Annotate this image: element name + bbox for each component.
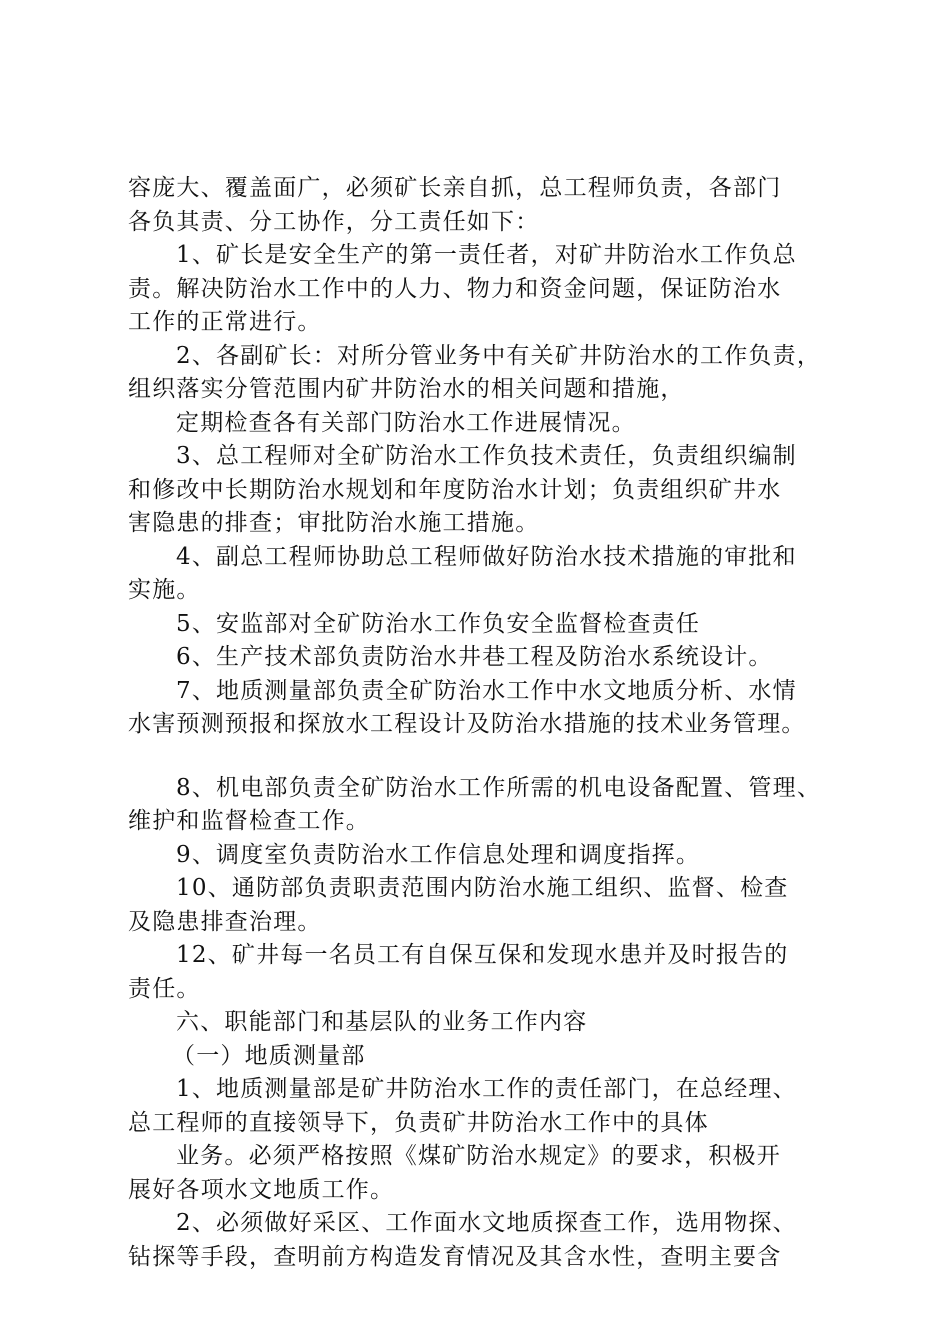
paragraph-line: 1、地质测量部是矿井防治水工作的责任部门，在总经理、 <box>176 1076 797 1102</box>
paragraph-line: 10、通防部负责职责范围内防治水施工组织、监督、检查 <box>176 875 789 901</box>
paragraph-line: 12、矿井每一名员工有自保互保和发现水患并及时报告的 <box>176 942 789 968</box>
paragraph-line: 8、机电部负责全矿防治水工作所需的机电设备配置、管理、 <box>176 774 822 801</box>
paragraph-line: 害隐患的排查；审批防治水施工措施。 <box>128 510 540 536</box>
paragraph-line: 钻探等手段，查明前方构造发育情况及其含水性，查明主要含 <box>128 1243 782 1270</box>
document-body <box>128 172 848 1274</box>
paragraph-line: 2、各副矿长：对所分管业务中有关矿井防治水的工作负责， <box>176 342 822 369</box>
paragraph-line: 责。解决防治水工作中的人力、物力和资金问题，保证防治水 <box>128 275 782 302</box>
paragraph-line: 实施。 <box>128 577 201 603</box>
paragraph-line: 各负其责、分工协作，分工责任如下： <box>128 208 540 235</box>
paragraph-line: 组织落实分管范围内矿井防治水的相关问题和措施， <box>128 376 685 402</box>
paragraph-line: 7、地质测量部负责全矿防治水工作中水文地质分析、水情 <box>176 677 797 704</box>
paragraph-line: 1、矿长是安全生产的第一责任者，对矿井防治水工作负总 <box>176 242 797 268</box>
paragraph-line: 责任。 <box>128 975 201 1002</box>
paragraph-line: 定期检查各有关部门防治水工作进展情况。 <box>176 409 636 436</box>
paragraph-line: 工作的正常进行。 <box>128 309 322 335</box>
paragraph-line: 总工程师的直接领导下，负责矿井防治水工作中的具体 <box>128 1109 709 1136</box>
paragraph-line: 6、生产技术部负责防治水井巷工程及防治水系统设计。 <box>176 644 773 670</box>
paragraph-line: 3、总工程师对全矿防治水工作负技术责任，负责组织编制 <box>176 443 797 469</box>
paragraph-line: 展好各项水文地质工作。 <box>128 1176 395 1203</box>
blank-line <box>128 742 848 772</box>
paragraph-line: 9、调度室负责防治水工作信息处理和调度指挥。 <box>176 841 701 868</box>
paragraph-line: 5、安监部对全矿防治水工作负安全监督检查责任 <box>176 610 701 637</box>
paragraph-line: 维护和监督检查工作。 <box>128 808 370 834</box>
subsection-heading: （一）地质测量部 <box>172 1042 366 1069</box>
paragraph-line: 业务。必须严格按照《煤矿防治水规定》的要求，积极开 <box>176 1143 781 1169</box>
paragraph-line: 容庞大、覆盖面广，必须矿长亲自抓，总工程师负责，各部门 <box>128 175 782 201</box>
paragraph-line: 和修改中长期防治水规划和年度防治水计划；负责组织矿井水 <box>128 476 782 503</box>
paragraph-line: 水害预测预报和探放水工程设计及防治水措施的技术业务管理。 <box>128 711 806 737</box>
paragraph-line: 及隐患排查治理。 <box>128 908 322 935</box>
paragraph-line: 4、副总工程师协助总工程师做好防治水技术措施的审批和 <box>176 543 797 570</box>
section-heading: 六、职能部门和基层队的业务工作内容 <box>176 1009 588 1035</box>
paragraph-line: 2、必须做好采区、工作面水文地质探查工作，选用物探、 <box>176 1210 797 1236</box>
